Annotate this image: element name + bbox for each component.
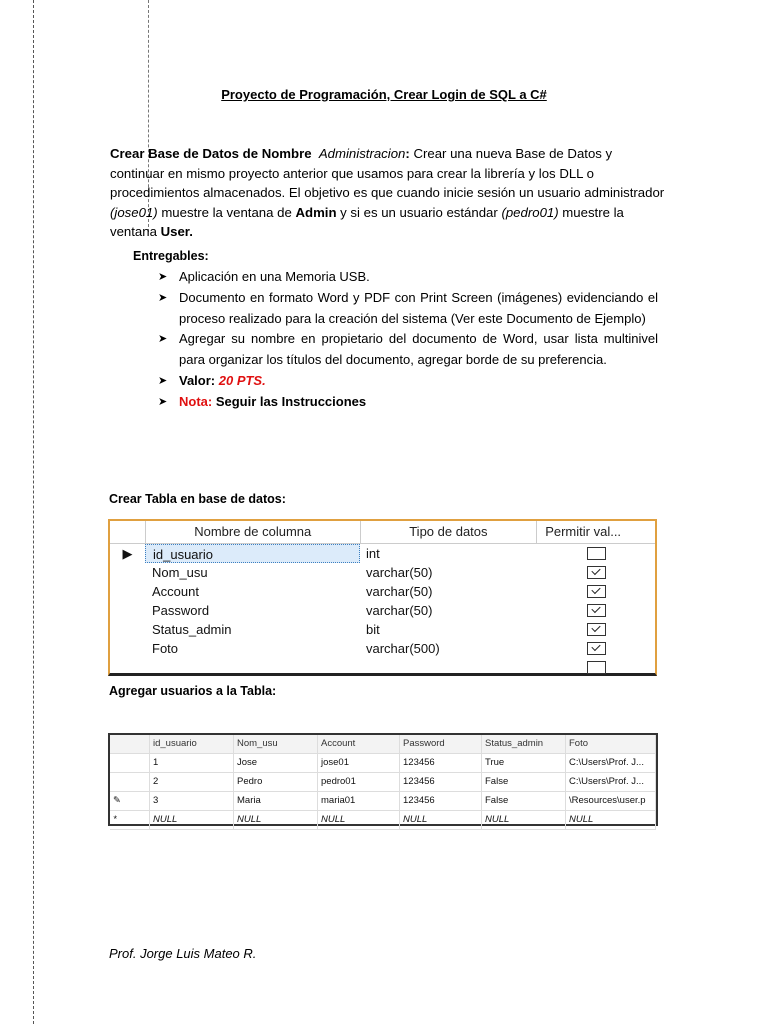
list-item [158,371,658,392]
nota-label: Nota: [179,393,213,409]
section-heading-users: Agregar usuarios a la Tabla: [109,684,277,698]
allow-nulls-cell [537,563,655,582]
intro-bold-4: User. [160,224,193,240]
intro-text-2: muestre la ventana de [157,204,296,220]
allow-nulls-cell [537,582,655,601]
footer-author: Prof. Jorge Luis Mateo R. [109,946,257,961]
valor-value: 20 PTS. [218,372,266,388]
users-data-grid [108,733,658,826]
page-margin-line [33,0,34,1024]
table-row-new[interactable] [110,811,656,830]
table-cell[interactable]: \Resources\user.p [566,792,656,810]
document-title: Proyecto de Programación, Crear Login de SQL a C# [221,87,547,102]
table-row[interactable] [110,601,655,620]
list-item [158,392,658,413]
arrow-bullet-icon: ➤ [158,395,168,408]
table-cell[interactable]: NULL [400,811,482,829]
list-item-text: Documento en formato Word y PDF con Print Screen (imágenes) evidenciando el proceso realizado para la creación del sistema (Ver este Documento de Ejemplo) [179,289,658,326]
data-type-cell[interactable] [360,658,537,677]
data-type-cell[interactable]: varchar(50) [366,565,433,580]
table-cell[interactable]: Maria [234,792,318,810]
row-selector[interactable] [110,601,145,620]
data-type-cell[interactable]: varchar(500) [366,641,440,656]
table-cell[interactable]: NULL [318,811,400,829]
table-cell[interactable]: C:\Users\Prof. J... [566,754,656,772]
grid-header-row [110,521,655,544]
intro-text-4: muestre la ventana [110,204,624,240]
intro-text-3: y si es un usuario estándar [336,204,502,220]
intro-italic-3: (pedro01) [501,204,559,220]
nota-text: Seguir las Instrucciones [215,393,367,409]
column-header[interactable]: Account [318,735,400,753]
row-selector[interactable] [110,582,145,601]
column-header[interactable]: Nombre de columna [146,521,361,543]
checkbox[interactable] [587,642,606,655]
allow-nulls-cell [537,639,655,658]
data-type-cell[interactable]: int [366,546,380,561]
list-item-text: Agregar su nombre en propietario del documento de Word, usar lista multinivel para organizar los títulos del documento, agregar borde de su preferencia. [179,331,658,368]
list-item-text: Aplicación en una Memoria USB. [179,269,370,284]
data-type-cell[interactable]: varchar(50) [366,584,433,599]
table-row[interactable] [110,658,655,677]
data-type-cell[interactable]: bit [366,622,380,637]
column-header[interactable]: Status_admin [482,735,566,753]
column-header[interactable]: id_usuario [150,735,234,753]
column-header[interactable]: Foto [566,735,656,753]
arrow-bullet-icon: ➤ [158,271,168,283]
valor-label: Valor: [179,372,216,388]
table-cell[interactable]: jose01 [318,754,400,772]
row-selector[interactable] [110,563,145,582]
section-heading-table: Crear Tabla en base de datos: [109,492,286,506]
allow-nulls-cell [537,544,655,563]
entregables-heading: Entregables: [133,249,209,263]
checkbox[interactable] [587,661,606,674]
new-row-asterisk-icon[interactable]: * [110,811,150,829]
allow-nulls-cell [537,620,655,639]
allow-nulls-cell [537,601,655,620]
arrow-bullet-icon: ➤ [158,291,168,304]
table-cell[interactable]: NULL [150,811,234,829]
current-row-arrow-icon: ▶ [122,546,133,561]
table-row[interactable] [110,792,656,811]
intro-text-1: Crear una nueva Base de Datos y continuar en mismo proyecto anterior que usamos para crear la librería y los DLL o procedimientos almacenados. El objetivo es que cuando inicie sesión un usuario administrador [110,146,665,201]
arrow-bullet-icon: ➤ [158,374,168,387]
column-header[interactable]: Permitir val... [545,524,622,539]
table-cell[interactable]: C:\Users\Prof. J... [566,773,656,791]
row-selector[interactable] [110,620,145,639]
row-selector[interactable] [110,754,150,772]
table-cell[interactable]: 123456 [400,792,482,810]
table-row[interactable] [110,582,655,601]
column-name-cell[interactable]: Foto [152,641,179,656]
checkbox[interactable] [587,566,606,579]
table-cell[interactable]: 2 [150,773,234,791]
intro-italic-1: Administracion [318,146,406,161]
list-item [158,329,658,371]
row-selector[interactable] [110,639,145,658]
table-cell[interactable]: 123456 [400,754,482,772]
table-cell[interactable]: maria01 [318,792,400,810]
intro-bold-2: : [405,146,410,161]
table-cell[interactable]: 123456 [400,773,482,791]
table-row[interactable] [110,544,655,563]
table-design-grid [108,519,657,676]
intro-italic-2: (jose01) [110,204,158,220]
checkbox[interactable] [587,585,606,598]
table-row[interactable] [110,773,656,792]
table-cell[interactable]: NULL [566,811,656,829]
column-name-cell[interactable] [145,658,360,677]
grid-header-row [110,735,656,754]
table-cell[interactable]: True [482,754,566,772]
intro-bold-1: Crear Base de Datos de Nombre [110,146,312,161]
arrow-bullet-icon: ➤ [158,333,168,346]
column-name-cell[interactable]: Account [152,584,199,599]
column-name-cell[interactable]: Nom_usu [152,565,208,580]
table-cell[interactable]: NULL [234,811,318,829]
column-name-cell[interactable]: Status_admin [152,622,232,637]
intro-bold-3: Admin [295,204,337,220]
list-item [158,267,658,288]
table-cell[interactable]: False [482,773,566,791]
table-row[interactable] [110,639,655,658]
table-cell[interactable]: False [482,792,566,810]
table-row[interactable] [110,620,655,639]
column-name-cell[interactable]: Password [152,603,210,618]
table-cell[interactable]: Pedro [234,773,318,791]
column-header[interactable]: Password [400,735,482,753]
table-cell[interactable]: 1 [150,754,234,772]
checkbox[interactable] [587,547,606,560]
data-type-cell[interactable]: varchar(50) [366,603,433,618]
row-selector[interactable] [110,658,145,677]
table-row[interactable] [110,563,655,582]
entregables-list [158,267,658,413]
table-cell[interactable]: 3 [150,792,234,810]
list-item [158,288,658,330]
row-header-corner [110,521,146,543]
column-name-cell[interactable]: id_usuario [145,544,360,563]
column-header[interactable]: Nom_usu [234,735,318,753]
table-row[interactable] [110,754,656,773]
column-header[interactable]: Tipo de datos [361,521,538,543]
table-cell[interactable]: pedro01 [318,773,400,791]
table-cell[interactable]: NULL [482,811,566,829]
row-header-corner [110,735,150,753]
intro-paragraph [110,144,670,242]
edit-row-pencil-icon[interactable]: ✎ [110,792,150,810]
checkbox[interactable] [587,623,606,636]
allow-nulls-cell [537,658,655,677]
row-selector[interactable] [110,773,150,791]
table-cell[interactable]: Jose [234,754,318,772]
checkbox[interactable] [587,604,606,617]
